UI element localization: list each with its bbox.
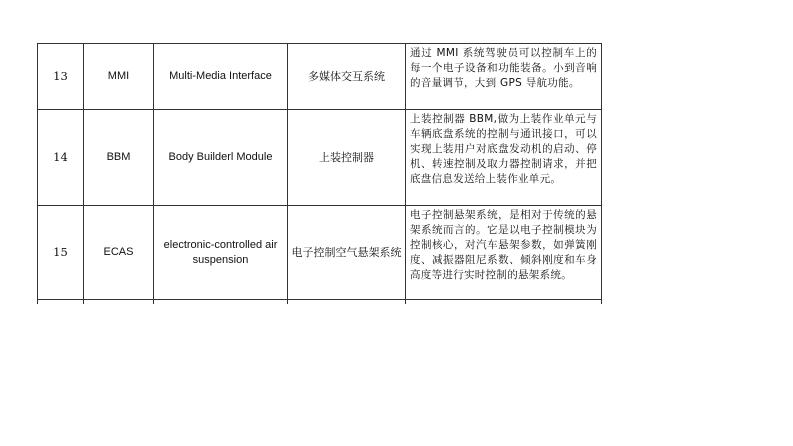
full-name: Multi-Media Interface [154, 44, 288, 110]
table-row [38, 44, 602, 110]
glossary-table [37, 43, 602, 304]
table-row [38, 206, 602, 300]
row-number: 14 [38, 110, 84, 206]
table-row [38, 110, 602, 206]
description: 上装控制器 BBM,做为上装作业单元与车辆底盘系统的控制与通讯接口，可以实现上装用户对底盘发动机的启动、停机、转速控制及取力器控制请求，并把底盘信息发送给上装作业单元。 [406, 110, 602, 206]
row-number: 13 [38, 44, 84, 110]
description: 通过 MMI 系统驾驶员可以控制车上的每一个电子设备和功能装备。小到音响的音量调节，大到 GPS 导航功能。 [406, 44, 602, 110]
table-row-continuation [38, 300, 602, 304]
abbreviation: BBM [84, 110, 154, 206]
abbreviation: ECAS [84, 206, 154, 300]
chinese-name: 电子控制空气悬架系统 [288, 206, 406, 300]
description: 电子控制悬架系统，是相对于传统的悬架系统而言的。它是以电子控制模块为控制核心，对汽车悬架参数，如弹簧刚度、减振器阻尼系数、倾斜刚度和车身高度等进行实时控制的悬架系统。 [406, 206, 602, 300]
empty-cell [84, 300, 154, 304]
empty-cell [288, 300, 406, 304]
full-name: electronic-controlled air suspension [154, 206, 288, 300]
abbreviation: MMI [84, 44, 154, 110]
row-number: 15 [38, 206, 84, 300]
empty-cell [154, 300, 288, 304]
chinese-name: 多媒体交互系统 [288, 44, 406, 110]
full-name: Body Builderl Module [154, 110, 288, 206]
chinese-name: 上装控制器 [288, 110, 406, 206]
empty-cell [406, 300, 602, 304]
empty-cell [38, 300, 84, 304]
